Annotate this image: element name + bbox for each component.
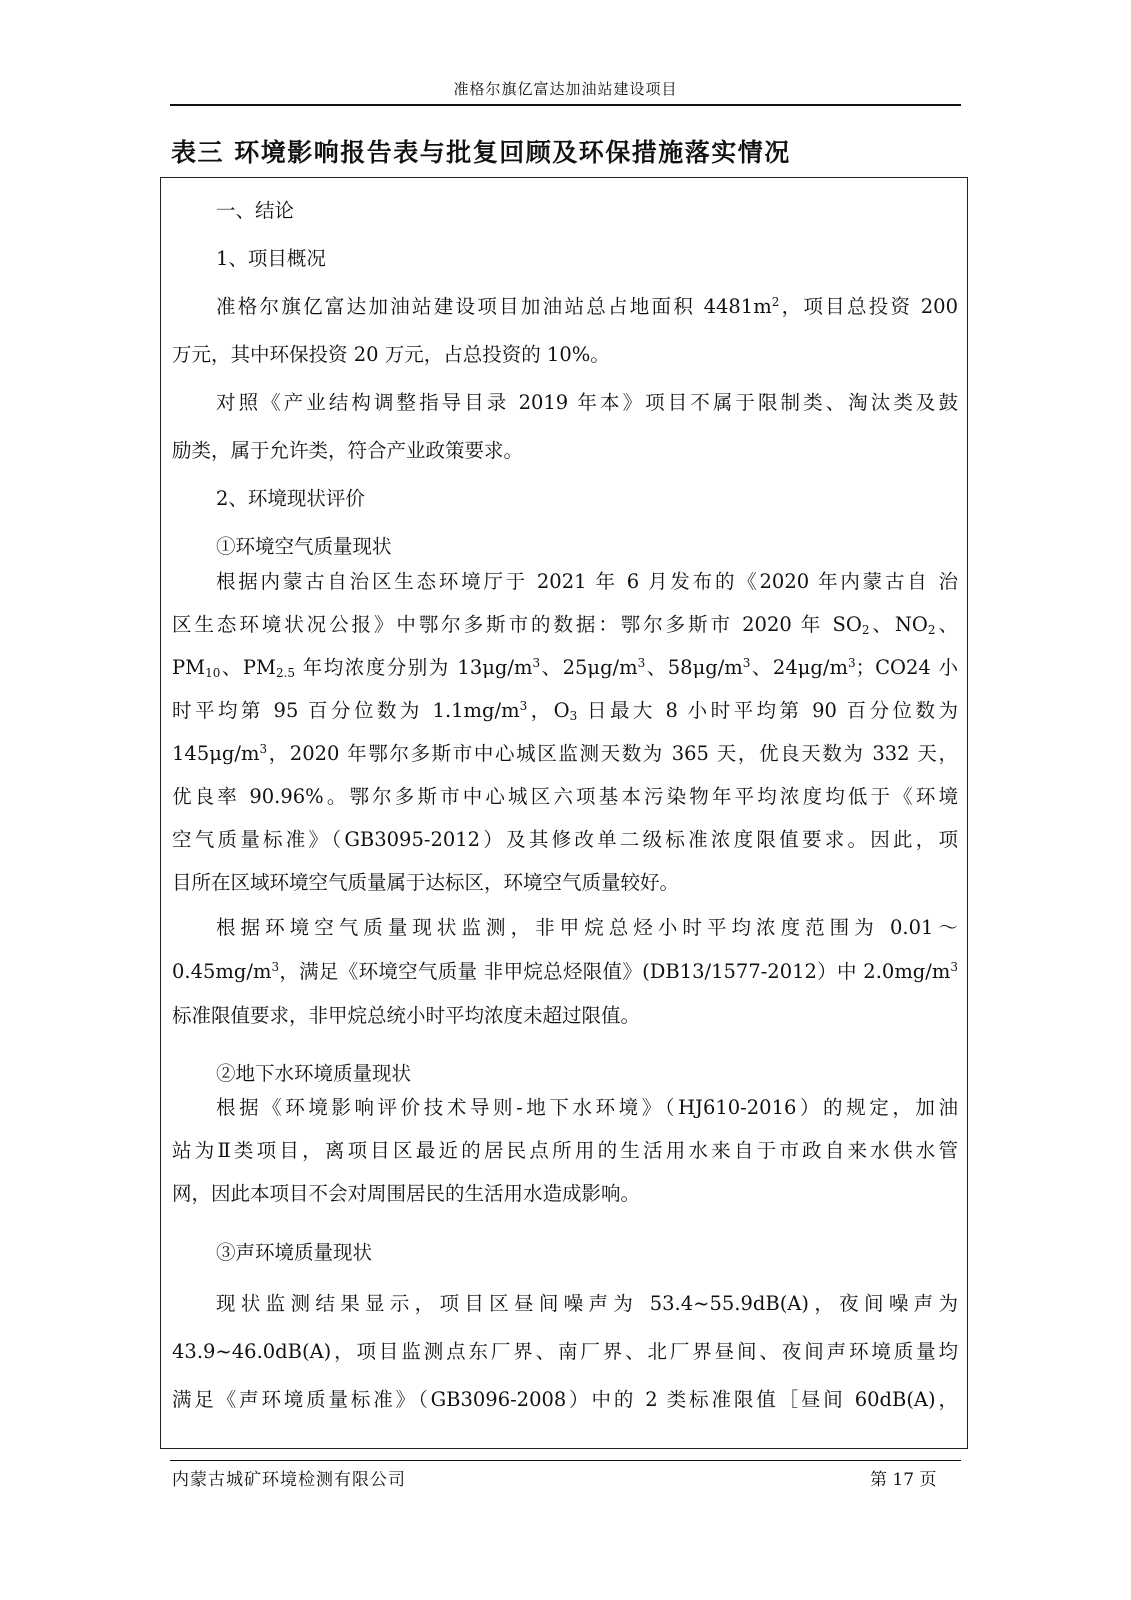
paragraph-line: 根据内蒙古自治区生态环境厅于 2021 年 6 月发布的《2020 年内蒙古自 治: [216, 570, 958, 593]
paragraph-line: 空气质量标准》（GB3095-2012）及其修改单二级标准浓度限值要求。因此，项: [172, 828, 958, 851]
paragraph-line: 现状监测结果显示，项目区昼间噪声为 53.4~55.9dB(A)，夜间噪声为: [216, 1292, 958, 1315]
paragraph-line: 根据《环境影响评价技术导则-地下水环境》（HJ610-2016）的规定，加油: [216, 1096, 958, 1119]
paragraph-line: $145\mu g/m^3$，2020 年鄂尔多斯市中心城区监测天数为 365 天，优良天数为 332 天，: [172, 742, 958, 765]
section-title: 表三 环境影响报告表与批复回顾及环保措施落实情况: [171, 138, 791, 167]
paragraph-line: 时平均第 95 百分位数为 $1.1mg/m^3$，$O_3$ 日最大 8 小时平均第 90 百分位数为: [172, 699, 958, 723]
content-box: [160, 177, 968, 1449]
footer-rule: [170, 1460, 961, 1461]
paragraph-line: 准格尔旗亿富达加油站建设项目加油站总占地面积 $4481m^2$，项目总投资 200: [216, 295, 958, 318]
heading-environment-status: 2、环境现状评价: [216, 487, 365, 510]
paragraph-line: 根据环境空气质量现状监测，非甲烷总烃小时平均浓度范围为 0.01～: [216, 916, 958, 939]
paragraph-line: 励类，属于允许类，符合产业政策要求。: [172, 439, 524, 462]
page-number: 第 17 页: [870, 1470, 937, 1490]
paragraph-line: 区生态环境状况公报》中鄂尔多斯市的数据：鄂尔多斯市 2020 年 $SO_2$、$NO_2$、: [172, 613, 958, 637]
paragraph-line: 对照《产业结构调整指导目录 2019 年本》项目不属于限制类、淘汰类及鼓: [216, 391, 958, 414]
paragraph-line: 万元，其中环保投资 20 万元，占总投资的 10%。: [172, 343, 610, 366]
heading-conclusion: 一、结论: [216, 199, 295, 222]
heading-air-quality: ①环境空气质量现状: [216, 535, 392, 558]
paragraph-line: 满足《声环境质量标准》（GB3096-2008）中的 2 类标准限值［昼间 60dB(A)，: [172, 1388, 958, 1411]
footer-company: 内蒙古城矿环境检测有限公司: [172, 1470, 406, 1490]
heading-project-overview: 1、项目概况: [216, 247, 326, 270]
paragraph-line: 43.9~46.0dB(A)，项目监测点东厂界、南厂界、北厂界昼间、夜间声环境质量均: [172, 1340, 958, 1363]
paragraph-line: 网，因此本项目不会对周围居民的生活用水造成影响。: [172, 1182, 641, 1205]
running-header: 准格尔旗亿富达加油站建设项目: [453, 80, 678, 98]
paragraph-line: 站为Ⅱ类项目，离项目区最近的居民点所用的生活用水来自于市政自来水供水管: [172, 1139, 958, 1162]
heading-groundwater: ②地下水环境质量现状: [216, 1062, 412, 1085]
header-rule: [170, 104, 961, 106]
paragraph-line: $PM_{10}$、$PM_{2.5}$ 年均浓度分别为 $13\mu g/m^3$、$25\mu g/m^3$、$58\mu g/m^3$、$24\mu g/m^3$；CO24 小: [172, 656, 959, 680]
paragraph-line: 标准限值要求，非甲烷总统小时平均浓度未超过限值。: [172, 1004, 641, 1027]
paragraph-line: 优良率 90.96%。鄂尔多斯市中心城区六项基本污染物年平均浓度均低于《环境: [172, 785, 958, 808]
paragraph-line: 目所在区域环境空气质量属于达标区，环境空气质量较好。: [172, 871, 680, 894]
paragraph-line: $0.45mg/m^3$，满足《环境空气质量 非甲烷总烃限值》(DB13/1577-2012）中 $2.0mg/m^3$: [172, 960, 958, 983]
heading-noise: ③声环境质量现状: [216, 1241, 373, 1264]
